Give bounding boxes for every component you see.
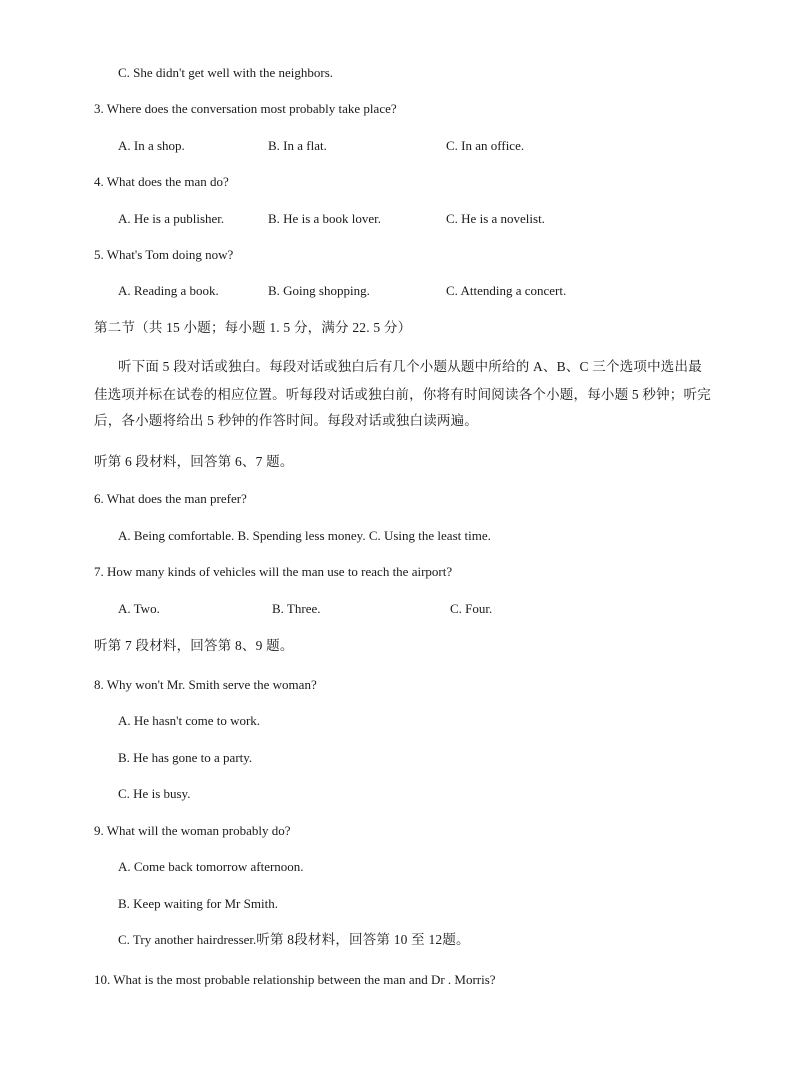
q2-option-c: C. She didn't get well with the neighbors. [118,65,334,80]
q3-option-a: A. In a shop. [118,138,185,153]
q3-option-b: B. In a flat. [268,138,327,153]
q5-option-a: A. Reading a book. [118,283,219,298]
q6-options: A. Being comfortable. B. Spending less money. C. Using the least time. [118,528,491,543]
instructions-line-1: 听下面 5 段对话或独白。每段对话或独白后有几个小题从题中所给的 A、B、C 三个选项中选出最 [118,359,702,374]
q3-question: 3. Where does the conversation most probably take place? [94,101,397,116]
q3-option-c: C. In an office. [446,138,525,153]
q4-question: 4. What does the man do? [94,174,229,189]
instructions-line-3: 后，各小题将给出 5 秒钟的作答时间。每段对话或独白读两遍。 [94,413,478,428]
instructions-line-2: 佳选项并标在试卷的相应位置。听每段对话或独白前，你将有时间阅读各个小题，每小题 5 秒钟；听完 [94,387,711,402]
q9-option-b: B. Keep waiting for Mr Smith. [118,896,278,911]
q9-question: 9. What will the woman probably do? [94,823,291,838]
q5-option-c: C. Attending a concert. [446,283,567,298]
q8-option-c: C. He is busy. [118,786,191,801]
q8-option-a: A. He hasn't come to work. [118,713,261,728]
q7-question: 7. How many kinds of vehicles will the man use to reach the airport? [94,564,453,579]
q5-question: 5. What's Tom doing now? [94,247,234,262]
q7-option-b: B. Three. [272,601,321,616]
material-8-label: 听第 8段材料，回答第 10 至 12题。 [256,932,470,947]
q6-question: 6. What does the man prefer? [94,491,247,506]
q8-question: 8. Why won't Mr. Smith serve the woman? [94,677,317,692]
q5-option-b: B. Going shopping. [268,283,370,298]
q7-option-c: C. Four. [450,601,493,616]
q4-option-c: C. He is a novelist. [446,211,545,226]
q9-option-c-line [118,931,470,949]
material-6-label: 听第 6 段材料，回答第 6、7 题。 [94,454,294,469]
q8-option-b: B. He has gone to a party. [118,750,253,765]
q7-option-a: A. Two. [118,601,160,616]
q9-option-c: C. Try another hairdresser. [118,932,257,947]
material-7-label: 听第 7 段材料，回答第 8、9 题。 [94,638,294,653]
section-heading: 第二节（共 15 小题；每小题 1. 5 分，满分 22. 5 分） [94,320,412,335]
q4-option-a: A. He is a publisher. [118,211,225,226]
q10-question: 10. What is the most probable relationship between the man and Dr . Morris? [94,972,496,987]
q4-option-b: B. He is a book lover. [268,211,382,226]
q9-option-a: A. Come back tomorrow afternoon. [118,859,304,874]
